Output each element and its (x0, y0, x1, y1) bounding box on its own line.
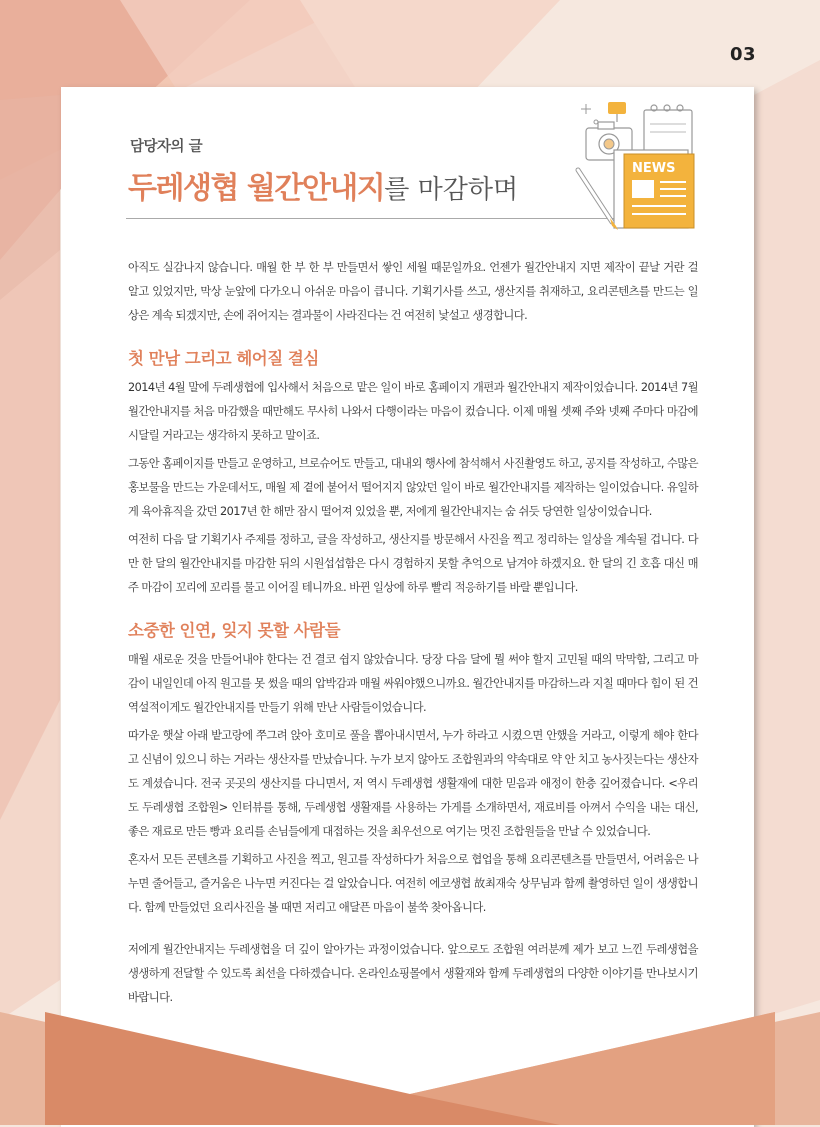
body-paragraph: 2014년 4월 말에 두레생협에 입사해서 처음으로 맡은 일이 바로 홈페이지 개편과 월간안내지 제작이었습니다. 2014년 7월 월간안내지를 처음 마감했을 때만해도 무사히 나와서 다행이라는 마음이 컸습니다. 이제 매월 셋째 주와 넷째 주마다 마감에 시달릴 거라고는 생각하지 못하고 말이죠. (128, 381, 698, 442)
title-main: 두레생협 월간안내지 (128, 171, 385, 206)
section-kicker: 담당자의 글 (130, 139, 203, 155)
page-title (128, 163, 518, 207)
page-number: 03 (729, 44, 756, 65)
body-paragraph: 여전히 다음 달 기획기사 주제를 정하고, 글을 작성하고, 생산지를 방문해서 사진을 찍고 정리하는 일상을 계속될 겁니다. 다만 한 달의 월간안내지를 마감한 뒤의 시원섭섭함은 다시 경험하지 못할 추억으로 남겨야 하겠지요. 한 달의 긴 호흡 대신 매주 마감이 꼬리에 꼬리를 물고 이어질 테니까요. 바뀐 일상에 하루 빨리 적응하기를 바랄 뿐입니다. (128, 533, 698, 594)
news-label: NEWS (632, 161, 676, 176)
intro-paragraph: 아직도 실감나지 않습니다. 매월 한 부 한 부 만들면서 쌓인 세월 때문일까요. 언젠가 월간안내지 지면 제작이 끝날 거란 걸 알고 있었지만, 막상 눈앞에 다가오니 아쉬운 마음이 큽니다. 기획기사를 쓰고, 생산지를 취재하고, 요리콘텐츠를 만드는 일상은 계속 되겠지만, 손에 쥐어지는 결과물이 사라진다는 건 여전히 낯설고 생경합니다. (128, 261, 698, 322)
section-heading: 소중한 인연, 잊지 못할 사람들 (128, 621, 341, 640)
closing-paragraph: 저에게 월간안내지는 두레생협을 더 깊이 알아가는 과정이었습니다. 앞으로도 조합원 여러분께 제가 보고 느낀 두레생협을 생생하게 전달할 수 있도록 최선을 다하겠습니다. 온라인쇼핑몰에서 생활재와 함께 두레생협의 다양한 이야기를 만나보시기 바랍니다. (128, 943, 698, 1004)
article-body (128, 256, 698, 1014)
body-paragraph: 매월 새로운 것을 만들어내야 한다는 건 결코 쉽지 않았습니다. 당장 다음 달에 뭘 써야 할지 고민될 때의 막막함, 그리고 마감이 내일인데 아직 원고를 못 썼을 때의 압박감과 매월 싸워야했으니까요. 월간안내지를 마감하느라 지칠 때마다 힘이 된 건 역설적이게도 월간안내지를 만들기 위해 만난 사람들이었습니다. (128, 653, 698, 714)
bottom-decoration (0, 1012, 820, 1125)
section-heading: 첫 만남 그리고 헤어질 결심 (128, 349, 319, 368)
body-paragraph: 따가운 햇살 아래 밭고랑에 쭈그려 앉아 호미로 풀을 뽑아내시면서, 누가 하라고 시켰으면 안했을 거라고, 이렇게 해야 한다고 신념이 있으니 하는 거라는 생산자를 만났습니다. 누가 보지 않아도 조합원과의 약속대로 약 안 치고 농사짓는다는 생산자도 계셨습니다. 전국 곳곳의 생산지를 다니면서, 저 역시 두레생협 생활재에 대한 믿음과 애정이 한층 깊어졌습니다. <우리도 두레생협 조합원> 인터뷰를 통해, 두레생협 생활재를 사용하는 가게를 소개하면서, 재료비를 아껴서 수익을 내는 대신, 좋은 재료로 만든 빵과 요리를 손님들에게 대접하는 것을 최우선으로 여기는 멋진 조합원들을 만날 수 있었습니다. (128, 729, 698, 838)
body-paragraph: 그동안 홈페이지를 만들고 운영하고, 브로슈어도 만들고, 대내외 행사에 참석해서 사진촬영도 하고, 공지를 작성하고, 수많은 홍보물을 만드는 가운데서도, 매월 제 곁에 붙어서 떨어지지 않았던 일이 바로 월간안내지를 제작하는 일이었습니다. 유일하게 육아휴직을 갔던 2017년 한 해만 잠시 떨어져 있었을 뿐, 저에게 월간안내지는 숨 쉬듯 당연한 일상이었습니다. (128, 457, 698, 518)
news-newspaper-icon (572, 94, 702, 234)
title-suffix: 를 마감하며 (384, 175, 519, 205)
body-paragraph: 혼자서 모든 콘텐츠를 기획하고 사진을 찍고, 원고를 작성하다가 처음으로 협업을 통해 요리콘텐츠를 만들면서, 어려움은 나누면 줄어들고, 즐거움은 나누면 커진다는 걸 알았습니다. 여전히 에코생협 故최재숙 상무님과 함께 촬영하던 일이 생생합니다. 함께 만들었던 요리사진을 볼 때면 저리고 애달픈 마음이 불쑥 찾아옵니다. (128, 853, 698, 914)
spacer (128, 924, 698, 938)
